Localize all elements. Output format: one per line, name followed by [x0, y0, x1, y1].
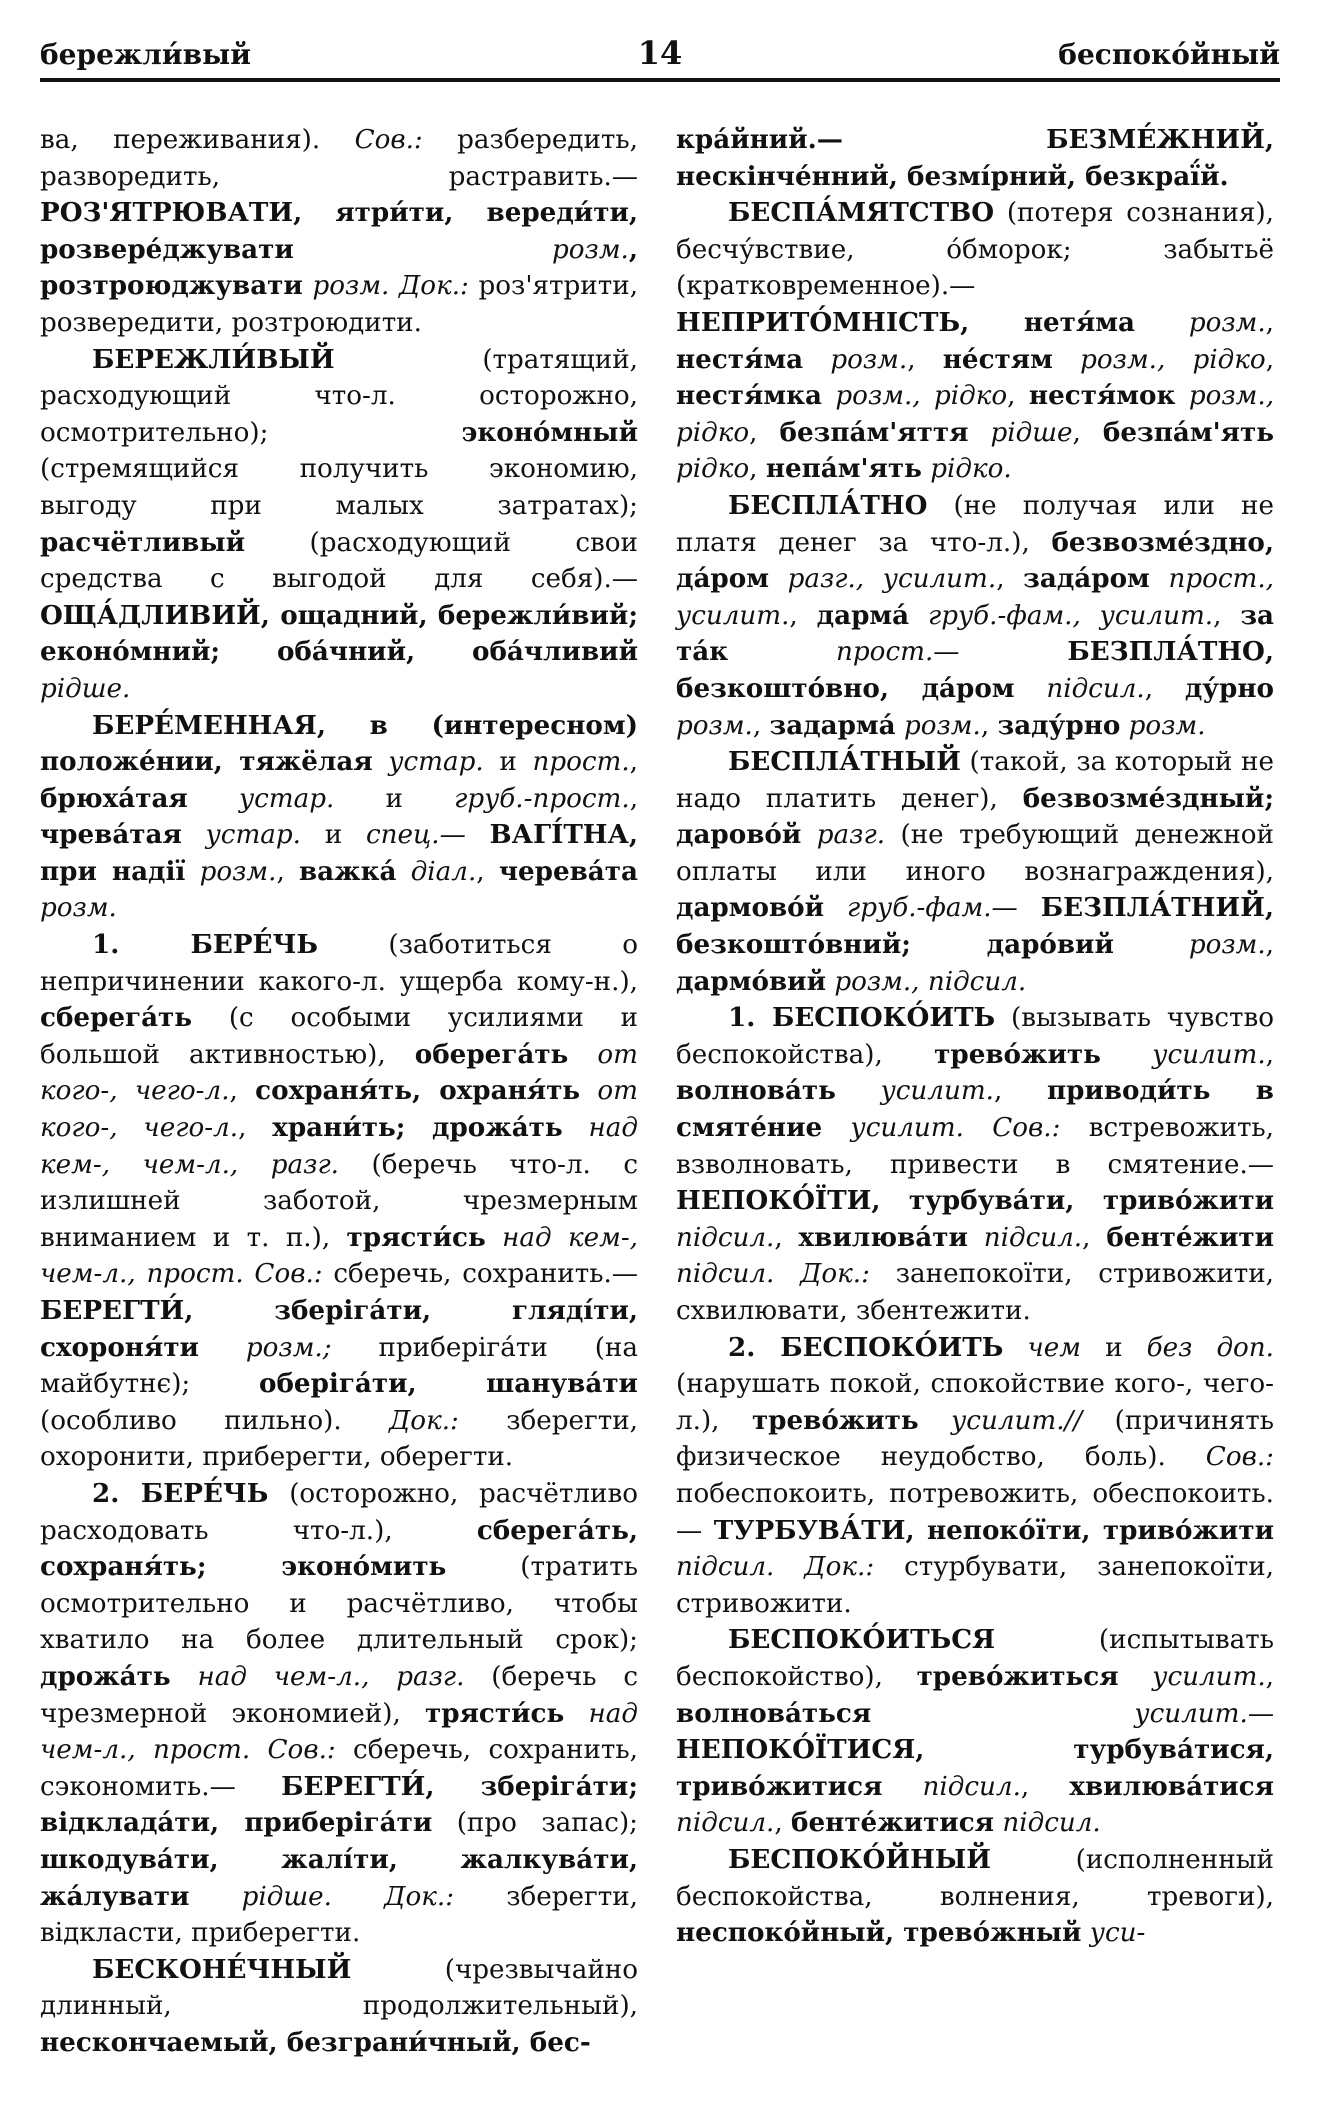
bold-term: храни́ть; дрожа́ть	[272, 1112, 563, 1144]
bold-term: НЕПОКО́ЇТИСЯ, турбува́тися, триво́житися	[676, 1734, 1274, 1802]
entry-text: (такой, за который не надо платить денег),	[676, 747, 1274, 814]
entry-text: занепокоїти, стривожити, схвилювати, збентежити.	[676, 1259, 1274, 1326]
entry-text	[486, 1223, 502, 1253]
italic-label: підсил.	[983, 1222, 1083, 1253]
entry-text: ,	[1007, 381, 1029, 412]
italic-label: Сов.:	[1205, 1442, 1274, 1473]
entry-text	[563, 1113, 589, 1143]
entry-text: и	[334, 783, 455, 814]
bold-term: нестя́ма	[676, 343, 804, 375]
entry-text	[1119, 1662, 1153, 1692]
bold-term: БЕРЕГТИ́, зберіга́ти; відклада́ти, приберіга́ти	[40, 1770, 638, 1839]
dictionary-entry	[676, 1622, 1274, 1842]
italic-label: груб.-прост.	[454, 783, 630, 814]
bold-term: трево́жить	[751, 1404, 919, 1436]
entry-text	[373, 747, 389, 777]
entry-text: ,	[276, 856, 299, 887]
bold-term: РОЗ'ЯТРЮВАТИ, ятри́ти, вереди́ти, розвере́джувати	[40, 197, 638, 265]
header-left-headword: бережли́вый	[40, 38, 251, 71]
bold-term: расчётливый	[40, 526, 246, 558]
entry-text: ,	[1265, 344, 1275, 375]
italic-label: Док.:	[389, 1405, 459, 1436]
bold-term: ду́рно	[1184, 672, 1275, 704]
entry-text: ,	[1082, 1222, 1107, 1253]
bold-term: трясти́сь	[425, 1697, 565, 1729]
entry-text: ,	[1213, 600, 1241, 631]
entry-text: (чрезвычайно длинный, продолжительный),	[40, 1954, 638, 2022]
bold-term: БЕСПА́МЯТСТВО	[728, 197, 995, 229]
entry-text	[1120, 711, 1128, 741]
italic-label: розм., рідко	[835, 381, 1008, 412]
italic-label: рідше. Док.:	[241, 1881, 455, 1912]
entry-text: (тратящий, расходующий что-л. осторожно, осмотрительно);	[40, 344, 638, 448]
entry-text: ва, переживания).	[40, 125, 355, 155]
entry-text	[803, 345, 830, 375]
entry-text: побеспокоить, потревожить, обеспокоить.—	[676, 1478, 1274, 1546]
bold-term: непа́м'ять	[765, 453, 922, 485]
bold-term: 2. БЕРЕ́ЧЬ	[92, 1477, 269, 1509]
entry-text: ,	[1072, 417, 1103, 448]
entry-text	[968, 1223, 984, 1253]
italic-label: устар.	[388, 747, 484, 778]
entry-text: сберечь, сохранить, сэкономить.—	[40, 1735, 638, 1802]
italic-label: розм.	[552, 234, 629, 265]
entry-text: и	[1081, 1332, 1147, 1363]
italic-label: спец.	[365, 820, 440, 851]
bold-term: трясти́сь	[346, 1221, 486, 1253]
italic-label: груб.-фам., усилит.	[927, 600, 1214, 631]
entry-text	[769, 564, 788, 594]
bold-term: дрожа́ть	[40, 1660, 171, 1692]
bold-term: нестя́мка	[676, 380, 822, 412]
italic-label: устар.	[205, 820, 301, 851]
italic-label: Сов.:	[354, 125, 423, 155]
italic-label: рідко.	[930, 454, 1012, 485]
entry-text	[1015, 674, 1047, 704]
bold-term: брюха́тая	[40, 782, 188, 814]
entry-text: ,	[752, 710, 770, 741]
italic-label: рідше	[990, 417, 1073, 448]
italic-label: розм.	[830, 344, 908, 375]
bold-term: ОЩА́ДЛИВИЙ, ощадний, бережли́вий; еконо́мний; оба́чний, оба́чливий	[40, 599, 638, 668]
entry-text	[182, 820, 206, 850]
entry-text: ,	[774, 1808, 792, 1839]
bold-term: важка́	[298, 855, 397, 887]
entry-text: ,	[749, 454, 766, 485]
entry-text: ,	[789, 600, 817, 631]
entry-text: —	[439, 820, 490, 851]
bold-term: волнова́ть	[676, 1075, 836, 1107]
bold-term: БЕСПОКО́ИТЬСЯ	[728, 1624, 996, 1656]
bold-term: ВАГІ́ТНА, при надії	[40, 819, 638, 887]
entry-text	[822, 1113, 850, 1143]
italic-label: підсил.	[1002, 1808, 1101, 1839]
dictionary-entry	[40, 1952, 638, 2062]
entry-text: ,	[476, 856, 499, 887]
bold-term: БЕСПЛА́ТНО	[728, 489, 928, 521]
entry-text	[1101, 1040, 1152, 1070]
entry-text	[1081, 1918, 1089, 1948]
italic-label: усилит.//	[951, 1405, 1083, 1436]
entry-text: роз'ятрити, розвередити, розтроюдити.	[40, 271, 639, 338]
italic-label: рідко	[676, 454, 750, 485]
entry-text: приберіга́ти (на майбутнє);	[40, 1332, 638, 1400]
entry-text	[836, 1076, 881, 1106]
entry-text: встревожить, взволновать, привести в смятение.—	[676, 1113, 1275, 1180]
entry-text: (беречь с чрезмерной экономией),	[40, 1661, 638, 1729]
entry-text	[822, 381, 835, 411]
italic-label: розм. Док.:	[312, 271, 469, 302]
bold-term: нескончаемый, безграни́чный, бес-	[40, 2026, 591, 2058]
right-column	[676, 122, 1274, 2082]
italic-label: от кого-, чего-л.	[40, 1039, 639, 1107]
bold-term: бенте́житися	[791, 1807, 995, 1839]
entry-text: и	[483, 747, 533, 778]
italic-label: рідше.	[40, 673, 131, 704]
dictionary-entry	[676, 195, 1274, 488]
dictionary-entry	[676, 122, 1274, 195]
entry-text: (тратить осмотрительно и расчётливо, чтобы хватило на более длительный срок);	[40, 1552, 639, 1656]
dictionary-entry	[676, 744, 1274, 1000]
italic-label: груб.-фам.	[847, 893, 992, 924]
italic-label: уси-	[1089, 1918, 1146, 1949]
entry-text: зберегти, відкласти, приберегти.	[40, 1881, 639, 1949]
entry-text	[728, 637, 836, 667]
dictionary-entry	[40, 342, 638, 708]
entry-text	[1135, 308, 1189, 338]
italic-label: усилит.	[880, 1076, 994, 1107]
entry-text	[1053, 345, 1080, 375]
entry-text	[396, 857, 410, 887]
italic-label: розм., підсил.	[834, 966, 1027, 997]
entry-text: (про запас);	[432, 1808, 638, 1839]
entry-text: ,	[629, 747, 638, 778]
italic-label: чем	[1027, 1332, 1081, 1363]
bold-term: дармо́вий	[676, 965, 826, 997]
bold-term: хвилюва́ти	[798, 1221, 968, 1253]
entry-text: ,	[1265, 1661, 1274, 1692]
bold-term: дарма́	[816, 599, 910, 631]
bold-term: БЕРЕГТИ́, зберіга́ти, гляді́ти, схороня́ти	[40, 1295, 638, 1363]
entry-text	[1114, 930, 1189, 960]
header-right-headword: беспоко́йный	[1058, 38, 1280, 71]
entry-text: —	[933, 637, 1068, 668]
entry-text: (осторожно, расчётливо расходовать что-л.),	[40, 1478, 638, 1546]
entry-text: стурбувати, занепокоїти, стривожити.	[676, 1552, 1274, 1619]
dictionary-entry	[676, 1842, 1274, 1952]
entry-text	[1150, 564, 1169, 594]
italic-label: розм.;	[245, 1332, 332, 1363]
italic-label: розм.	[40, 893, 117, 924]
italic-label: розм., рідко	[1080, 344, 1266, 375]
entry-text: ,	[229, 1076, 256, 1107]
bold-term: , розтроюджувати	[40, 233, 638, 302]
entry-text: (потеря сознания), бесчу́вствие, о́бморок; забытьё (кратковременное).—	[676, 198, 1274, 302]
bold-term: сохраня́ть, охраня́ть	[255, 1075, 581, 1107]
entry-text: ,	[238, 1113, 273, 1144]
entry-text: (расходующий свои средства с выгодой для себя).—	[40, 527, 638, 595]
entry-text: ,	[1265, 930, 1274, 961]
entry-text	[303, 271, 313, 301]
entry-text: ,	[907, 344, 943, 375]
bold-term: хвилюва́тися	[1069, 1770, 1275, 1802]
bold-term: чрева́тая	[40, 819, 182, 851]
bold-term: 2. БЕСПОКО́ИТЬ	[728, 1331, 1004, 1363]
entry-text	[922, 454, 930, 484]
italic-label: діал.	[410, 856, 477, 887]
bold-term: 1. БЕСПОКО́ИТЬ	[728, 1002, 996, 1034]
entry-text	[171, 1662, 198, 1692]
entry-text	[199, 1333, 246, 1363]
dictionary-entry	[676, 1000, 1274, 1329]
bold-term: бенте́жити	[1106, 1221, 1275, 1253]
italic-label: підсил.	[922, 1771, 1021, 1802]
bold-term: БЕСПОКО́ЙНЫЙ	[728, 1843, 992, 1875]
entry-text	[896, 711, 904, 741]
running-header	[40, 34, 1280, 82]
entry-text: ,	[629, 783, 639, 814]
italic-label: розм.	[1128, 710, 1206, 741]
entry-text: зберегти, охоронити, приберегти, оберегти.	[40, 1405, 638, 1473]
italic-label: над чем-л., разг.	[197, 1661, 465, 1692]
bold-term: дармово́й	[676, 892, 825, 924]
bold-term: эконо́мный	[461, 416, 638, 448]
entry-text: (не получая или не платя денег за что-л.),	[676, 490, 1274, 558]
entry-text	[968, 418, 990, 448]
entry-text: —	[1247, 1698, 1274, 1729]
entry-text: (заботиться о непричинении какого-л. ущерба кому-н.),	[40, 930, 638, 997]
bold-term: трево́житься	[916, 1660, 1119, 1692]
dictionary-entry	[676, 1330, 1274, 1623]
bold-term: БЕСКОНЕ́ЧНЫЙ	[92, 1953, 352, 1985]
bold-term: приводи́ть в смяте́ние	[676, 1075, 1274, 1144]
entry-text: разбередить, разворедить, растравить.—	[40, 125, 638, 192]
italic-label: над кем-, чем-л., прост. Сов.:	[40, 1222, 638, 1290]
bold-term: зада́ром	[1023, 563, 1150, 595]
dictionary-entry	[40, 1476, 638, 1952]
entry-text	[185, 857, 199, 887]
bold-term: шкодува́ти, жалі́ти, жалкува́ти, жа́лувати	[40, 1843, 638, 1912]
bold-term: трево́жить	[934, 1038, 1101, 1070]
italic-label: усилит.	[1152, 1039, 1266, 1070]
entry-text	[909, 601, 928, 631]
dictionary-entry	[40, 122, 638, 342]
bold-term: задарма́	[769, 709, 896, 741]
bold-term: оберіга́ти, шанува́ти	[258, 1368, 638, 1400]
bold-term: не́стям	[942, 343, 1053, 375]
italic-label: над чем-л., прост. Сов.:	[40, 1698, 638, 1766]
bold-term: нестя́мок	[1028, 380, 1176, 412]
italic-label: розм., рідко	[676, 381, 1275, 448]
bold-term: БЕСПЛА́ТНЫЙ	[728, 746, 961, 778]
entry-text	[1003, 1333, 1027, 1363]
bold-term: за та́к	[676, 599, 1275, 668]
entry-text: ,	[993, 1076, 1047, 1107]
italic-label: підсил.	[676, 1222, 775, 1253]
bold-term: ТУРБУВА́ТИ, непоко́їти, триво́жити	[713, 1514, 1274, 1546]
bold-term: НЕПОКО́ЇТИ, турбува́ти, триво́жити	[676, 1185, 1274, 1217]
italic-label: устар.	[238, 783, 335, 814]
bold-term: заду́рно	[997, 709, 1121, 741]
bold-term: сберега́ть	[40, 1002, 193, 1034]
italic-label: підсил.	[1046, 673, 1145, 704]
entry-text: (не требующий денежной оплаты или иного вознаграждения),	[676, 820, 1274, 887]
entry-text: (причинять физическое неудобство, боль).	[676, 1405, 1274, 1473]
entry-text: (особливо пильно).	[40, 1405, 390, 1436]
italic-label: розм.	[1188, 307, 1266, 338]
entry-text: ,	[980, 710, 998, 741]
entry-text: (с особыми усилиями и большой активностью),	[40, 1003, 638, 1070]
entry-text: (испытывать беспокойство),	[676, 1625, 1274, 1692]
entry-text: —	[991, 893, 1041, 924]
italic-label: розм.	[1188, 930, 1266, 961]
entry-text	[919, 1406, 951, 1436]
entry-text	[564, 1699, 588, 1729]
bold-term: безвозме́здно, да́ром	[676, 526, 1274, 595]
entry-text: ,	[1265, 307, 1274, 338]
italic-label: розм.	[903, 710, 981, 741]
dictionary-entry	[40, 708, 638, 928]
entry-text	[188, 784, 239, 814]
italic-label: разг.	[816, 820, 886, 851]
entry-text: ,	[1144, 673, 1185, 704]
bold-term: БЕРЕЖЛИ́ВЫЙ	[92, 343, 335, 375]
entry-text	[801, 820, 817, 850]
italic-label: прост., усилит.	[676, 564, 1274, 631]
entry-text	[871, 1699, 1134, 1729]
entry-text	[1175, 381, 1188, 411]
bold-term: черева́та	[498, 855, 638, 887]
entry-text: (исполненный беспокойства, волнения, тревоги),	[676, 1844, 1274, 1912]
entry-text: и	[301, 820, 366, 851]
italic-label: без доп.	[1146, 1332, 1274, 1363]
bold-term: БЕЗПЛА́ТНО, безкошто́вно, да́ром	[676, 636, 1274, 704]
bold-term: кра́йний.— БЕЗМЕ́ЖНИЙ, нескінче́нний, безмі́рний, безкраї́й.	[676, 124, 1274, 192]
italic-label: прост.	[836, 637, 934, 668]
entry-text: (вызывать чувство беспокойства),	[676, 1003, 1274, 1070]
entry-text: (нарушать покой, спокойствие кого-, чего-л.),	[676, 1369, 1274, 1436]
italic-label: розм.	[199, 856, 277, 887]
bold-term: безпа́м'яття	[779, 416, 969, 448]
bold-term: безвозме́здный; дарово́й	[676, 782, 1274, 851]
italic-label: усилит.	[1134, 1698, 1248, 1729]
italic-label: усилит.	[1152, 1661, 1266, 1692]
entry-text: ,	[774, 1222, 799, 1253]
italic-label: над кем-, чем-л., разг.	[40, 1113, 638, 1180]
entry-text	[824, 893, 847, 923]
bold-term: безпа́м'ять	[1102, 416, 1274, 448]
entry-text	[189, 1882, 241, 1912]
dictionary-entry	[676, 488, 1274, 744]
entry-text	[294, 235, 552, 265]
dictionary-entry	[40, 927, 638, 1476]
bold-term: БЕРЕ́МЕННАЯ, в (интересном) положе́нии, тяжёлая	[40, 709, 638, 778]
italic-label: розм.	[676, 710, 753, 741]
entry-text	[568, 1040, 597, 1070]
bold-term: 1. БЕРЕ́ЧЬ	[92, 929, 318, 961]
left-column	[40, 122, 638, 2082]
italic-label: усилит. Сов.:	[850, 1113, 1061, 1144]
bold-term: неспоко́йный, трево́жный	[676, 1917, 1082, 1949]
entry-text: (беречь что-л. с излишней заботой, чрезмерным вниманием и т. п.),	[40, 1149, 639, 1253]
entry-text	[882, 1772, 922, 1802]
bold-term: волнова́ться	[676, 1697, 872, 1729]
entry-text: ,	[1020, 1771, 1070, 1802]
italic-label: підсил. Док.:	[676, 1259, 870, 1290]
entry-text	[580, 1076, 597, 1106]
entry-text: сберечь, сохранить.—	[322, 1259, 638, 1290]
bold-term: БЕЗПЛА́ТНИЙ, безкошто́вний; даро́вий	[676, 892, 1275, 961]
bold-term: сберега́ть, сохраня́ть; эконо́мить	[40, 1514, 638, 1583]
entry-text: ,	[1265, 1039, 1274, 1070]
entry-text: ,	[749, 417, 780, 448]
entry-text: (стремящийся получить экономию, выгоду при малых затратах);	[40, 454, 638, 521]
italic-label: підсил.	[676, 1808, 775, 1839]
bold-term: НЕПРИТО́МНІСТЬ, нетя́ма	[676, 306, 1135, 338]
italic-label: от кого-, чего-л.	[40, 1076, 638, 1144]
italic-label: разг., усилит.	[787, 564, 997, 595]
italic-label: підсил. Док.:	[676, 1552, 875, 1583]
entry-text: ,	[996, 564, 1024, 595]
bold-term: оберега́ть	[414, 1038, 569, 1070]
page-number: 14	[637, 34, 683, 72]
italic-label: прост.	[532, 747, 630, 778]
